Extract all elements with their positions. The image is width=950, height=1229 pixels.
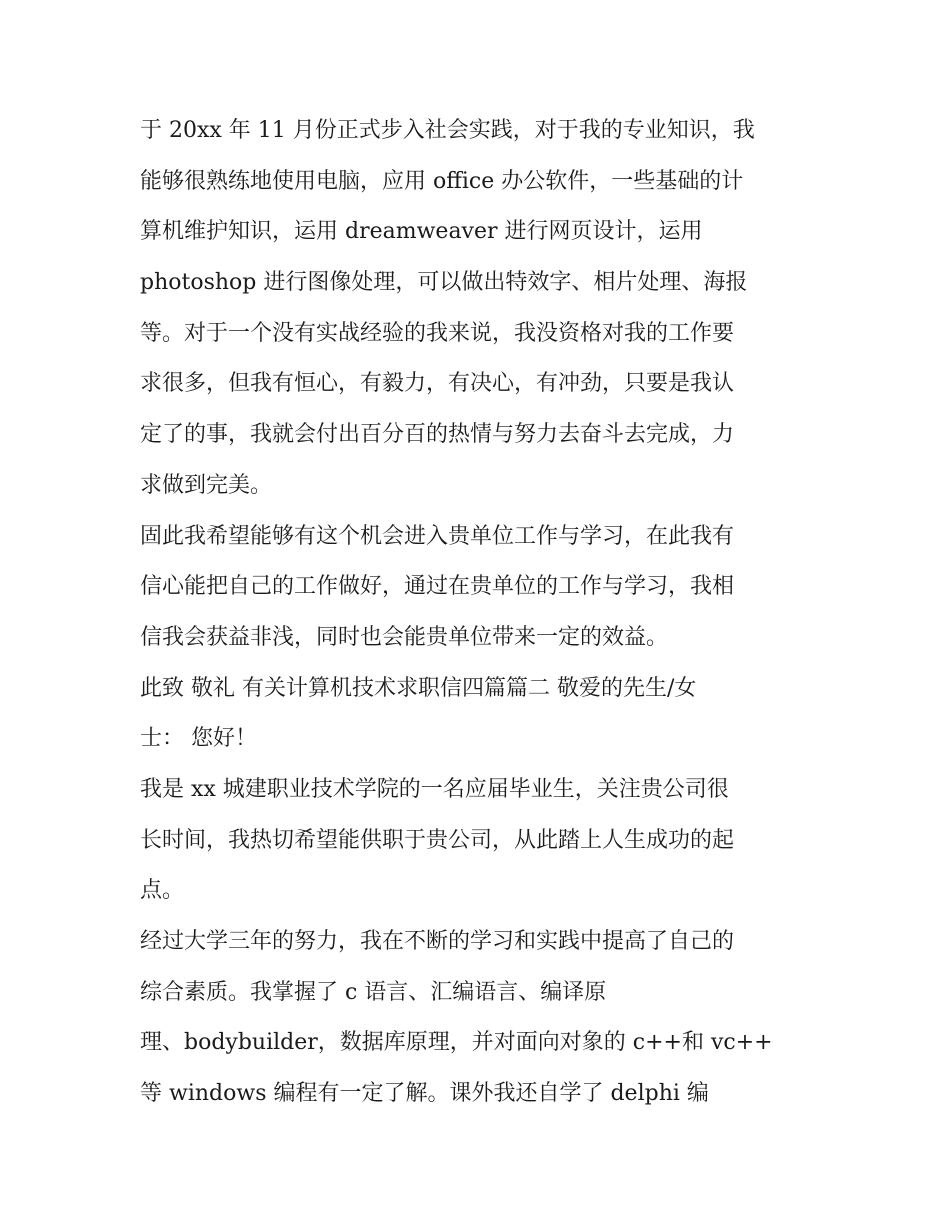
- text-line: 理、bodybuilder，数据库原理，并对面向对象的 c++和 vc++: [140, 1030, 773, 1056]
- text-line: 求很多，但我有恒心，有毅力，有决心，有冲劲，只要是我认: [140, 371, 735, 397]
- text-line: 等。对于一个没有实战经验的我来说，我没资格对我的工作要: [140, 320, 735, 346]
- text-line: 点。: [140, 878, 185, 904]
- text-line: 经过大学三年的努力，我在不断的学习和实践中提高了自己的: [140, 929, 735, 954]
- document-body: [140, 106, 820, 1120]
- text-line: 士： 您好！: [140, 726, 257, 752]
- text-line: 长时间，我热切希望能供职于贵公司，从此踏上人生成功的起: [140, 827, 735, 853]
- text-line: 固此我希望能够有这个机会进入贵单位工作与学习，在此我有: [140, 523, 735, 549]
- text-line: 于 20xx 年 11 月份正式步入社会实践，对于我的专业知识，我: [140, 118, 755, 143]
- text-line: 算机维护知识，运用 dreamweaver 进行网页设计，运用: [140, 219, 703, 245]
- text-line: 定了的事，我就会付出百分百的热情与努力去奋斗去完成，力: [140, 422, 735, 448]
- text-line: 信心能把自己的工作做好，通过在贵单位的工作与学习，我相: [140, 574, 735, 600]
- text-line: 信我会获益非浅，同时也会能贵单位带来一定的效益。: [140, 624, 669, 650]
- text-line: 能够很熟练地使用电脑，应用 office 办公软件，一些基础的计: [140, 168, 744, 194]
- text-line: 综合素质。我掌握了 c 语言、汇编语言、编译原: [140, 979, 607, 1005]
- text-line: 求做到完美。: [140, 472, 273, 498]
- text-line: 等 windows 编程有一定了解。课外我还自学了 delphi 编: [140, 1081, 709, 1107]
- text-line: 此致 敬礼 有关计算机技术求职信四篇篇二 敬爱的先生/女: [140, 675, 697, 701]
- text-line: photoshop 进行图像处理，可以做出特效字、相片处理、海报: [140, 270, 748, 296]
- text-line: 我是 xx 城建职业技术学院的一名应届毕业生，关注贵公司很: [140, 776, 729, 802]
